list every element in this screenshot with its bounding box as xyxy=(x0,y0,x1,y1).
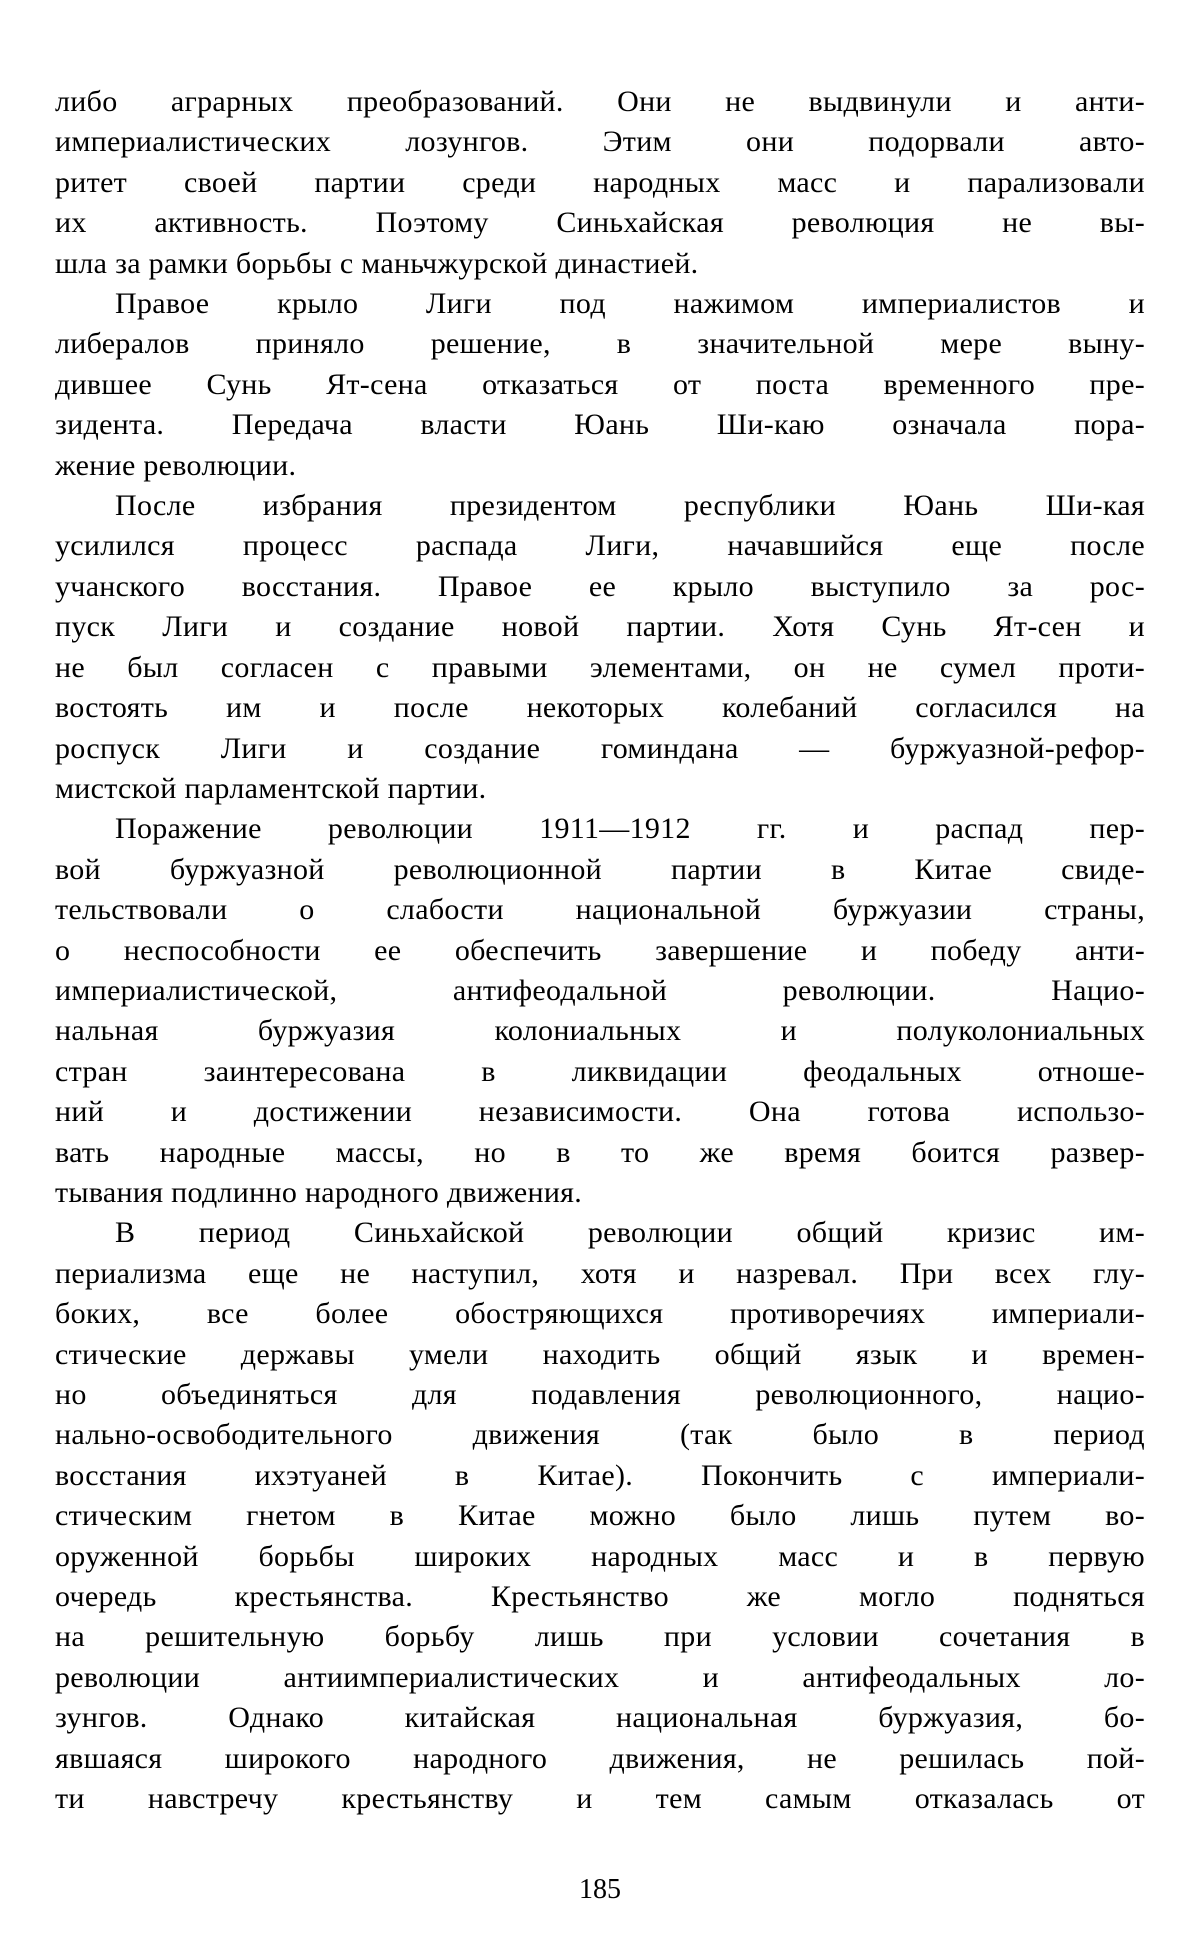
text-line: их активность. Поэтому Синьхайская революция не вы- xyxy=(55,206,1145,240)
text-line: стран заинтересована в ликвидации феодальных отноше- xyxy=(55,1054,1145,1088)
text-line: боких, все более обостряющихся противоречиях империали- xyxy=(55,1297,1145,1331)
text-line: ритет своей партии среди народных масс и парализовали xyxy=(55,165,1145,199)
text-line: После избрания президентом республики Юань Ши-кая xyxy=(115,489,1145,523)
text-line: нальная буржуазия колониальных и полуколониальных xyxy=(55,1014,1145,1048)
text-line: очередь крестьянства. Крестьянство же могло подняться xyxy=(55,1580,1145,1614)
page-body xyxy=(55,82,1145,1819)
text-line: востоять им и после некоторых колебаний согласился на xyxy=(55,691,1145,725)
text-line: ний и достижении независимости. Она готова использо- xyxy=(55,1095,1145,1129)
text-line: вать народные массы, но в то же время боится развер- xyxy=(55,1135,1145,1169)
paragraph-4 xyxy=(55,809,1145,1213)
paragraph-1 xyxy=(55,82,1145,284)
text-line: дившее Сунь Ят-сена отказаться от поста временного пре- xyxy=(55,367,1145,401)
text-line: Поражение революции 1911—1912 гг. и распад пер- xyxy=(115,812,1145,846)
paragraph-3 xyxy=(55,486,1145,809)
text-line: ти навстречу крестьянству и тем самым отказалась от xyxy=(55,1782,1145,1816)
paragraph-2 xyxy=(55,284,1145,486)
text-line: либералов приняло решение, в значительной мере выну- xyxy=(55,327,1145,361)
text-line: жение революции. xyxy=(55,448,297,482)
text-line: оруженной борьбы широких народных масс и в первую xyxy=(55,1539,1145,1573)
text-line: роспуск Лиги и создание гоминдана — буржуазной-рефор- xyxy=(55,731,1145,765)
text-line: мистской парламентской партии. xyxy=(55,771,487,805)
text-line: пуск Лиги и создание новой партии. Хотя Сунь Ят-сен и xyxy=(55,610,1145,644)
text-line: Правое крыло Лиги под нажимом империалистов и xyxy=(115,287,1145,321)
text-line: о неспособности ее обеспечить завершение и победу анти- xyxy=(55,933,1145,967)
text-line: восстания ихэтуаней в Китае). Покончить с империали- xyxy=(55,1458,1145,1492)
page-number: 185 xyxy=(579,1874,621,1905)
text-line: стическим гнетом в Китае можно было лишь путем во- xyxy=(55,1499,1145,1533)
text-line: нально-освободительного движения (так было в период xyxy=(55,1418,1145,1452)
text-line: периализма еще не наступил, хотя и назревал. При всех глу- xyxy=(55,1256,1145,1290)
text-line: зунгов. Однако китайская национальная буржуазия, бо- xyxy=(55,1701,1145,1735)
text-line: тывания подлинно народного движения. xyxy=(55,1175,583,1209)
text-line: на решительную борьбу лишь при условии сочетания в xyxy=(55,1620,1145,1654)
text-line: революции антиимпериалистических и антифеодальных ло- xyxy=(55,1660,1145,1694)
text-line: либо аграрных преобразований. Они не выдвинули и анти- xyxy=(55,85,1145,118)
text-line: империалистических лозунгов. Этим они подорвали авто- xyxy=(55,125,1145,159)
paragraph-5 xyxy=(55,1213,1145,1819)
text-line: В период Синьхайской революции общий кризис им- xyxy=(115,1216,1145,1250)
text-line: явшаяся широкого народного движения, не решилась пой- xyxy=(55,1741,1145,1775)
text-line: усилился процесс распада Лиги, начавшийся еще после xyxy=(55,529,1145,563)
text-line: не был согласен с правыми элементами, он не сумел проти- xyxy=(55,650,1145,684)
text-line: тельствовали о слабости национальной буржуазии страны, xyxy=(55,893,1145,927)
text-line: шла за рамки борьбы с маньчжурской династией. xyxy=(55,246,699,280)
text-line: вой буржуазной революционной партии в Китае свиде- xyxy=(55,852,1145,886)
text-line: зидента. Передача власти Юань Ши-каю означала пора- xyxy=(55,408,1145,442)
text-line: но объединяться для подавления революционного, нацио- xyxy=(55,1378,1145,1411)
text-line: империалистической, антифеодальной революции. Нацио- xyxy=(55,973,1145,1007)
text-line: стические державы умели находить общий язык и времен- xyxy=(55,1337,1145,1371)
text-line: учанского восстания. Правое ее крыло выступило за рос- xyxy=(55,569,1145,603)
